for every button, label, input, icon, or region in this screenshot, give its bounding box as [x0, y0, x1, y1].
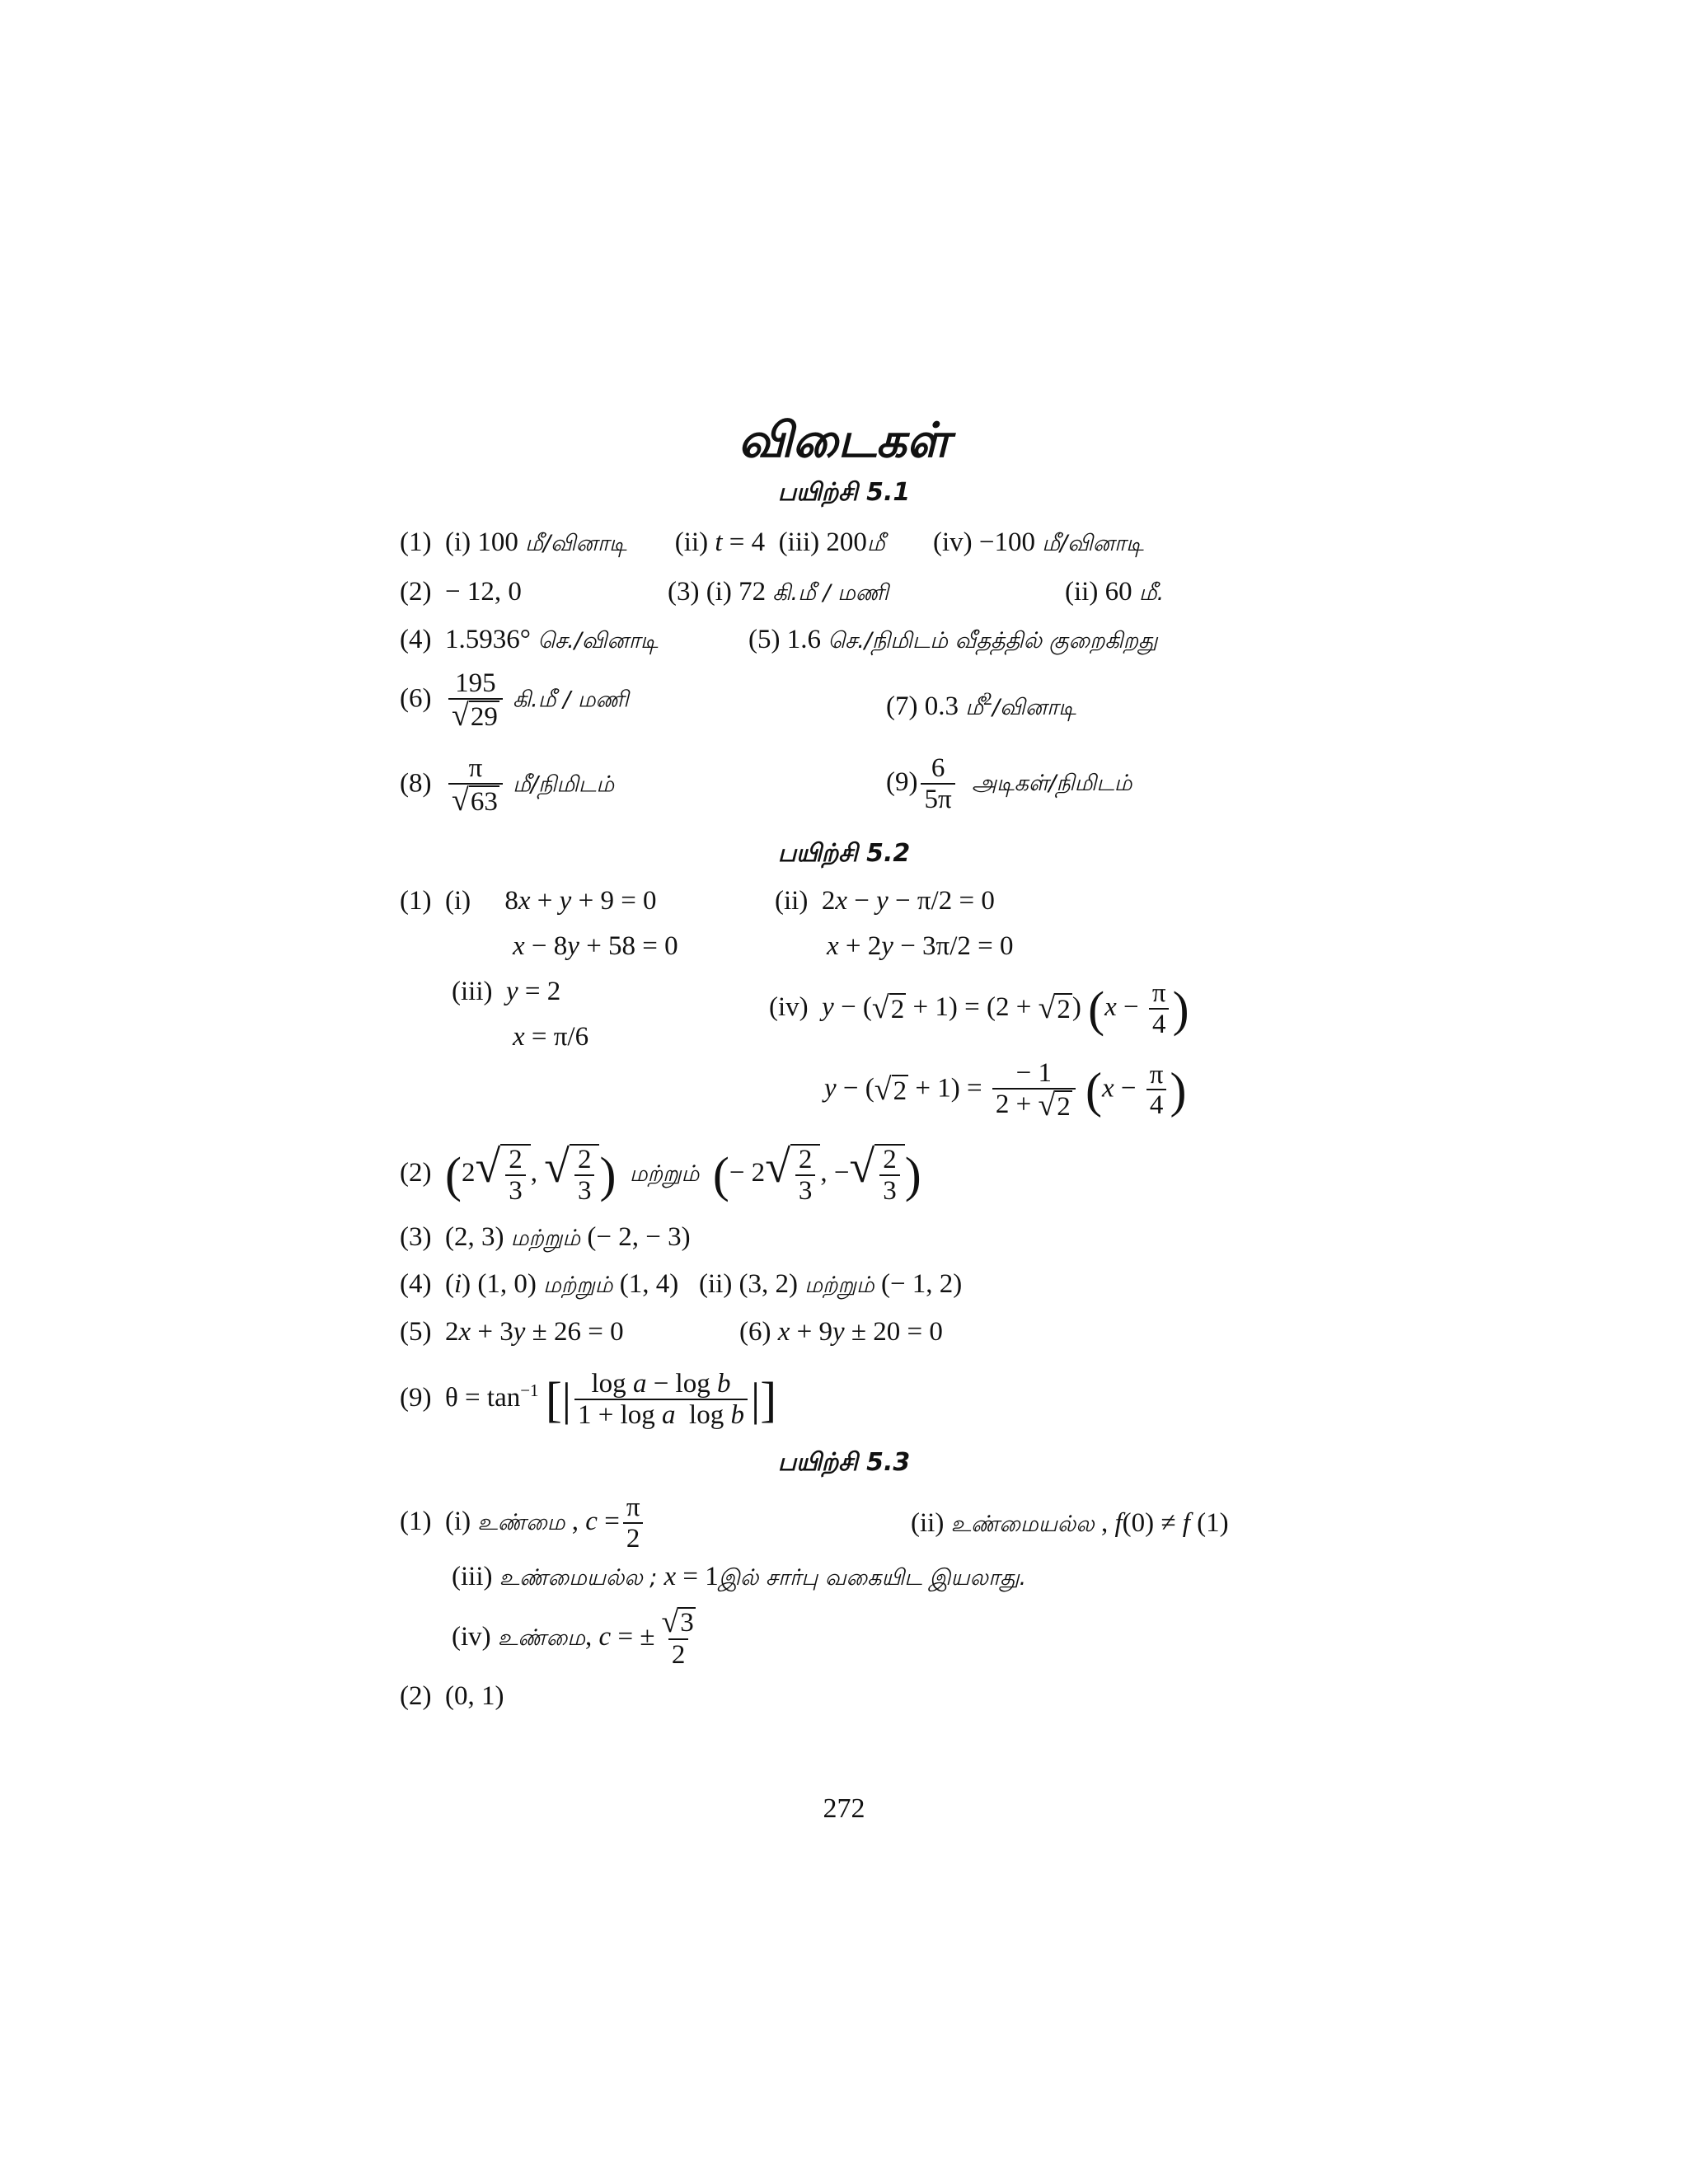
answer-5-1-1: (1) (i) 100 மீ/வினாடி (ii) t = 4 (iii) 200மீ (iv) −100 மீ/வினாடி — [400, 527, 1144, 557]
answer-5-2-1-ii: (ii) 2x − y − π/2 = 0 — [775, 886, 995, 916]
answer-5-2-1-i-b: x − 8y + 58 = 0 — [513, 931, 678, 961]
answer-5-3-2: (2) (0, 1) — [400, 1681, 504, 1711]
answer-5-1-9: (9) $\frac{6}{5\pi}$ அடிகள்/நிமிடம் — [886, 753, 1132, 814]
answer-5-2-4: (4) (i) (1, 0) மற்றும் (1, 4) (ii) (3, 2) மற்றும் (− 1, 2) — [400, 1269, 963, 1299]
page-title: விடைகள் — [738, 412, 950, 468]
answer-5-2-1-iv: (iv) y − ( √ 2 + 1) = (2 + √ 2 ) (x − $\frac{\pi}{4}$ ) — [769, 978, 1189, 1039]
answer-5-3-1-ii: (ii) உண்மையல்ல , f(0) ≠ f (1) — [911, 1508, 1229, 1538]
section-heading-5-3: பயிற்சி 5.3 — [777, 1448, 911, 1477]
answer-5-2-1-iii-b: x = π/6 — [513, 1022, 589, 1052]
answer-5-2-1-iii: (iii) y = 2 — [452, 977, 561, 1006]
answer-5-3-1-iii: (iii) உண்மையல்ல ; x = 1இல் சார்பு வகையிட இயலாது. — [452, 1562, 1027, 1591]
answer-5-2-5: (5) 2x + 3y ± 26 = 0 — [400, 1317, 624, 1347]
answer-5-1-7: (7) 0.3 மீ$^2$/வினாடி — [886, 688, 1076, 721]
answer-5-1-8: (8) π √ 63 மீ/நிமிடம் — [400, 753, 615, 818]
answer-5-2-1-i: (1) (i) 8x + y + 9 = 0 — [400, 886, 657, 916]
section-heading-5-1: பயிற்சி 5.1 — [777, 478, 911, 507]
page-number: 272 — [823, 1793, 865, 1824]
answer-5-1-5: (5) 1.6 செ./நிமிடம் வீதத்தில் குறைகிறது — [748, 625, 1158, 654]
answer-5-1-2: (2) − 12, 0 — [400, 577, 522, 607]
answer-5-1-6: (6) 195 √ 29 கி.மீ / மணி — [400, 668, 629, 733]
answer-5-2-2: (2) (2 √ $\frac{2}{3}$ , √ $\frac{2}{3}$ ) மற்றும் (− 2 √ $\frac{2}{3}$ , − √ $\frac{2}{3}$ ) — [400, 1141, 921, 1206]
answer-5-2-1-ii-b: x + 2y − 3π/2 = 0 — [827, 931, 1014, 961]
answer-5-3-1-iv: (iv) உண்மை, c = ± √ 3 2 — [452, 1605, 694, 1671]
answer-5-2-1-iv-b: y − ( √ 2 + 1) = − 1 2 + √ 2 (x − $\frac{\pi}{4}$ ) — [824, 1058, 1187, 1122]
section-heading-5-2: பயிற்சி 5.2 — [777, 839, 911, 868]
answer-5-3-1-i: (1) (i) உண்மை , c = $\frac{\pi}{2}$ — [400, 1493, 646, 1554]
answer-5-1-4: (4) 1.5936° செ./வினாடி — [400, 625, 659, 654]
answer-5-2-6: (6) x + 9y ± 20 = 0 — [739, 1317, 943, 1347]
answer-5-1-3-ii: (ii) 60 மீ. — [1065, 577, 1165, 607]
answer-5-2-9: (9) $\theta = \tan^{-1}$ [| $\frac{\text{log a − log b}}{\text{1 + log a log b}}$ |] — [400, 1369, 777, 1430]
answer-5-2-3: (3) (2, 3) மற்றும் (− 2, − 3) — [400, 1222, 691, 1252]
answer-5-1-3: (3) (i) 72 கி.மீ / மணி — [668, 577, 889, 607]
